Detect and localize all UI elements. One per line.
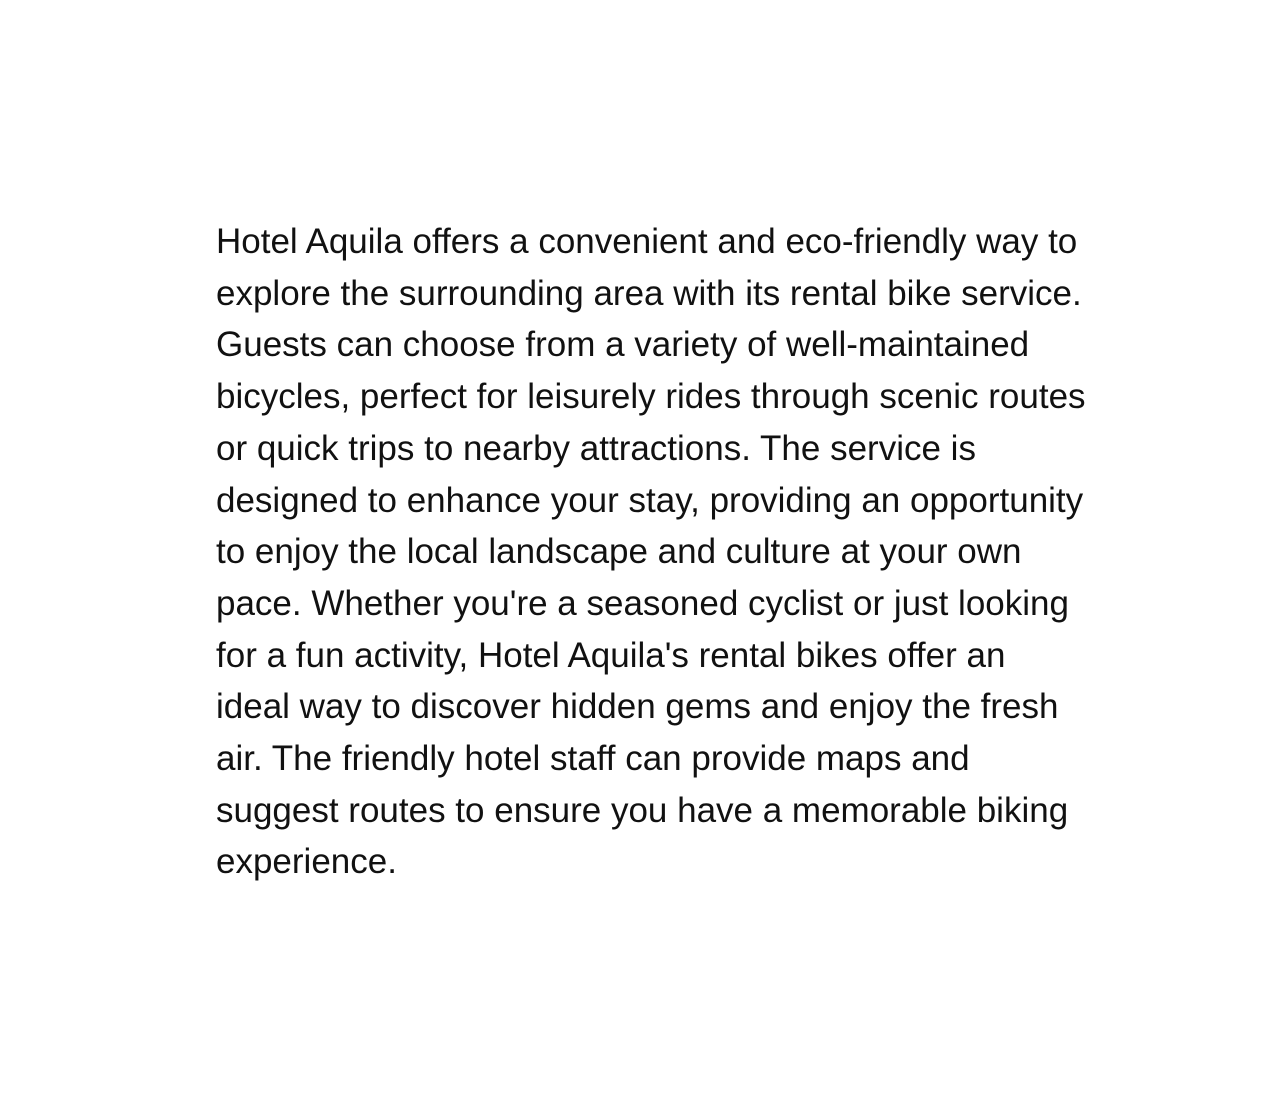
description-block — [216, 216, 1086, 888]
rental-bike-description: Hotel Aquila offers a convenient and eco-friendly way to explore the surrounding area with its rental bike service. Guests can choose from a variety of well-maintained bicycles, perfect for leisurely rides through scenic routes or quick trips to nearby attractions. The service is designed to enhance your stay, providing an opportunity to enjoy the local landscape and culture at your own pace. Whether you're a seasoned cyclist or just looking for a fun activity, Hotel Aquila's rental bikes offer an ideal way to discover hidden gems and enjoy the fresh air. The friendly hotel staff can provide maps and suggest routes to ensure you have a memorable biking experience. — [216, 222, 1086, 882]
